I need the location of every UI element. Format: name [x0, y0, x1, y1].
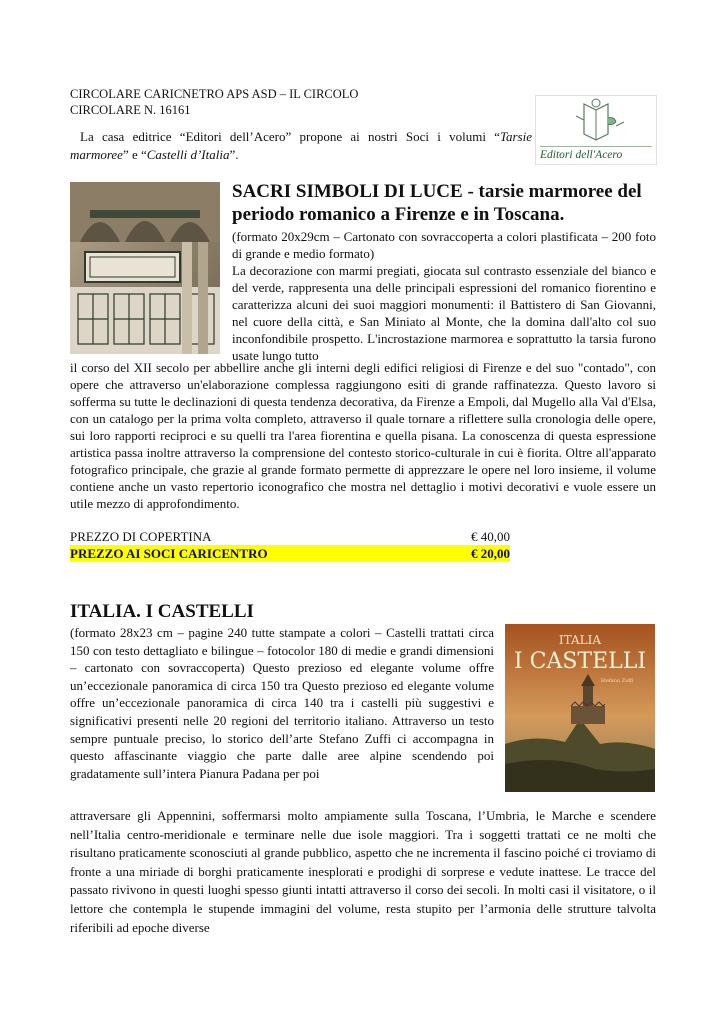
book-figure-icon — [536, 96, 656, 146]
price-members-label: PREZZO AI SOCI CARICENTRO — [70, 546, 268, 561]
intro-title1: Tarsie marmoree — [70, 129, 532, 162]
book1-description-part1: La decorazione con marmi pregiati, giocata sul contrasto essenziale del bianco e del verde, rappresenta una delle principali espressioni del romanico fiorentino e caratterizza alcuni dei suoi maggiori monumenti: il Battistero di San Giovanni, nel cuore della città, e San Miniato al Monte, che la domina dall'alto col suo inconfondibile prospetto. L'incrostazione marmorea e soprattutto la tarsia furono usate lungo tutto — [232, 263, 656, 363]
publisher-logo-text: Editori dell'Acero — [540, 146, 652, 161]
cover-line1: ITALIA — [558, 633, 602, 647]
price-members-row — [70, 545, 510, 562]
circular-header-line1: CIRCOLARE CARICNETRO APS ASD – IL CIRCOLO — [70, 87, 359, 101]
castelli-cover-image — [505, 624, 655, 792]
book1-format: (formato 20x29cm – Cartonato con sovraccoperta a colori plastificata – 200 foto di grande e medio formato) — [232, 229, 656, 261]
intro-paragraph: La casa editrice “Editori dell’Acero” propone ai nostri Soci i volumi “Tarsie marmoree” e “Castelli d’Italia”. — [70, 129, 532, 162]
publisher-logo — [535, 95, 657, 165]
cover-line2: I CASTELLI — [513, 649, 647, 674]
price-members-value: € 20,00 — [471, 546, 510, 561]
marble-inlay-photo — [70, 182, 220, 354]
book2-description-part1: (formato 28x23 cm – pagine 240 tutte stampate a colori – Castelli trattati circa 150 con testo dettagliato e bilingue – fotocolor 180 di medie e grandi dimensioni – cartonato con sovraccoperta) Questo prezioso ed elegante volume offre un’eccezionale panoramica di circa 150 tra Questo prezioso ed elegante volume offre un’eccezionale panoramica di circa 140 tra i castelli più suggestivi e significativi presenti nelle 20 regioni del territorio italiano. Attraverso un testo sempre puntuale preciso, lo storico dell’arte Stefano Zuffi ci accompagna in questo affascinante viaggio che parte dalle aree alpine scendendo poi gradatamente sull’intera Pianura Padana per poi — [70, 625, 494, 781]
cover-author: Stefano Zuffi — [600, 678, 634, 684]
book1-description-wrap — [232, 228, 656, 364]
book1-description-part2: il corso del XII secolo per abbellire anche gli interni degli edifici religiosi di Firenze e del suo "contado", con opere che attraverso un'elaborazione complessa raggiungono esiti di grande raffinatezza. Questo lavoro si sofferma su tutte le declinazioni di questa tendenza decorativa, da Firenze a Empoli, dal Mugello alla Val d'Elsa, con un catalogo per la prima volta completo, attraverso il quale tornare a riflettere sulla cronologia delle opere, sui loro rapporti reciproci e su quelli tra l'area fiorentina e quella pisana. La conoscenza di questa espressione artistica passa inoltre attraverso la comprensione del contesto storico-culturale in cui è fiorita. Oltre all'apparato fotografico principale, che grazie al grande formato permette di apprezzare le opere nel loro insieme, il volume contiene anche un vasto repertorio iconografico che mostra nel dettaglio i motivi decorativi e vuole essere un utile mezzo di approfondimento. — [70, 360, 656, 511]
book1-title: SACRI SIMBOLI DI LUCE - tarsie marmoree del periodo romanico a Firenze e in Toscana. — [232, 181, 642, 225]
price-cover-label: PREZZO DI COPERTINA — [70, 529, 212, 544]
book2-title: ITALIA. I CASTELLI — [70, 601, 254, 622]
circular-number: CIRCOLARE N. 16161 — [70, 103, 191, 117]
price-cover-row — [70, 528, 510, 545]
intro-title2: Castelli d’Italia — [146, 147, 230, 162]
price-cover-value: € 40,00 — [471, 529, 510, 544]
book2-description-part2: attraversare gli Appennini, soffermarsi molto ampiamente sulla Toscana, l’Umbria, le Marche e scendere nell’Italia centro-meridionale e terminare nelle due isole maggiori. Tra i soggetti trattati ce ne molti che risultano praticamente sconosciuti al grande pubblico, aspetto che ne incrementa il fascino poiché ci troviamo di fronte a una miriade di borghi praticamente inesplorati e prodighi di sorprese e vedute inattese. Le tracce del passato rivivono in questi luoghi spesso giunti intatti attraverso il corso dei secoli. In molti casi il visitatore, o il lettore che contempla le stupende immagini del volume, resta stupito per l’armonia delle strutture talvolta riferibili ad epoche diverse — [70, 808, 656, 935]
